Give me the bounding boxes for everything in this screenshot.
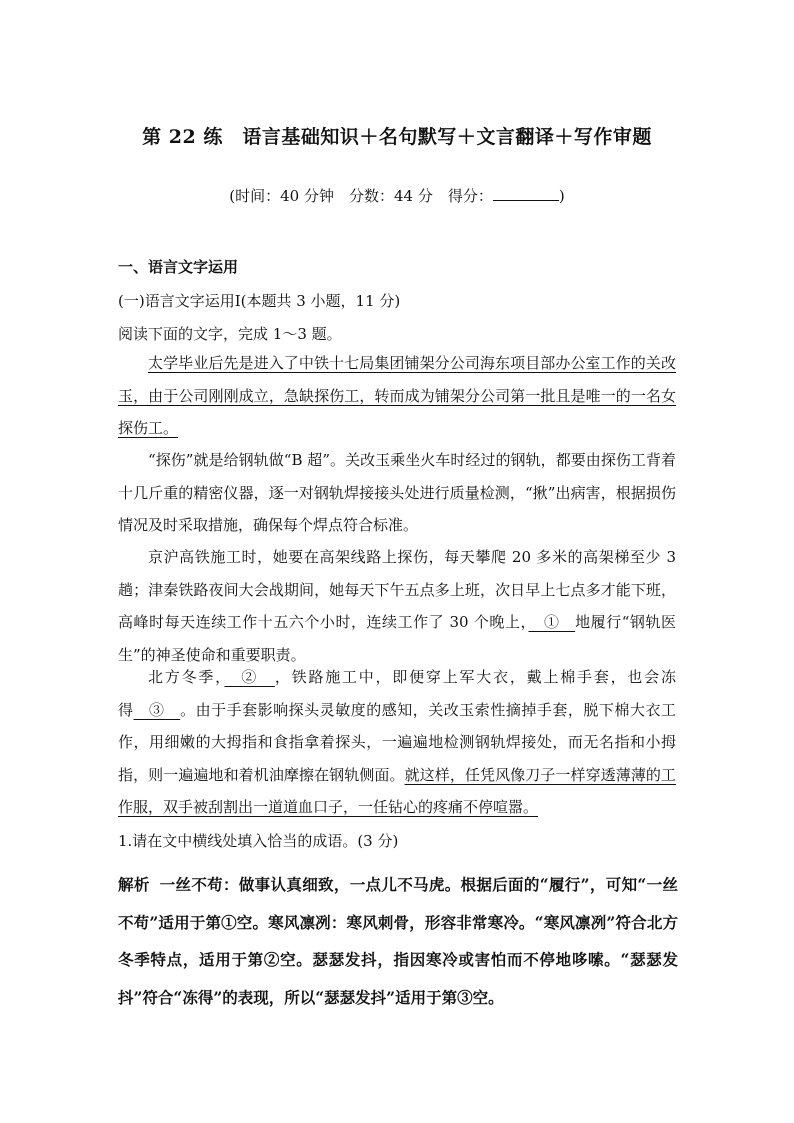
passage-paragraph-3 <box>118 541 676 671</box>
p4-text-b: ，铁路施工中，即便穿上军大衣，戴上棉手套，也会冻得 <box>118 668 676 719</box>
section-heading: 一、语言文字运用 <box>118 258 239 276</box>
score-blank <box>493 186 559 201</box>
fill-blank-3: ③ <box>133 700 181 719</box>
exam-info-close: ) <box>558 187 565 205</box>
reading-instruction: 阅读下面的文字，完成 1～3 题。 <box>118 325 342 343</box>
exam-info-text: (时间：40 分钟 分数：44 分 得分： <box>229 187 493 205</box>
fill-blank-1: ① <box>528 613 576 631</box>
p4-text-a: 北方冬季， <box>148 668 225 686</box>
p3-text-before: 京沪高铁施工时，她要在高架线路上探伤，每天攀爬 20 多米的高架梯至少 3 趟；津秦铁路夜间大会战期间，她每天下午五点多上班，次日早上七点多才能下班，高峰时每天连续工作十五六个小时，连续工作了 30 个晚上， <box>118 548 676 631</box>
exam-info <box>0 185 794 206</box>
p4-text-c: 。由于手套影响探头灵敏度的感知，关改玉索性摘掉手套，脱下棉大衣工作，用细嫩的大拇指和食指拿着探头，一遍遍地检测钢轨焊接处，而无名指和小拇指，则一遍遍地和着机油摩擦在钢轨侧面。 <box>118 700 676 784</box>
analysis-text: 一丝不苟：做事认真细致，一点儿不马虎。根据后面的“履行”，可知“一丝不苟”适用于第①空。寒风凛冽：寒风刺骨，形容非常寒冷。“寒风凛冽”符合北方冬季特点，适用于第②空。瑟瑟发抖，指因寒冷或害怕而不停地哆嗦。“瑟瑟发抖”符合“冻得”的表现，所以“瑟瑟发抖”适用于第③空。 <box>118 875 678 1007</box>
passage-paragraph-2: “探伤”就是给钢轨做“B 超”。关改玉乘坐火车时经过的钢轨，都要由探伤工背着十几斤重的精密仪器，逐一对钢轨焊接接头处进行质量检测，“揪”出病害，根据损伤情况及时采取措施，确保每个焊点符合标准。 <box>118 451 676 534</box>
passage-paragraph-4 <box>118 661 676 824</box>
underlined-sentence-1: 太学毕业后先是进入了中铁十七局集团铺架分公司海东项目部办公室工作的关改玉，由于公司刚刚成立，急缺探伤工，转而成为铺架分公司第一批且是唯一的一名女探伤工。 <box>118 354 676 437</box>
p3-text-after: 地履行“钢轨医生”的神圣使命和重要职责。 <box>118 613 676 664</box>
subsection-heading: (一)语言文字运用Ⅰ(本题共 3 小题，11 分) <box>118 292 401 310</box>
question-1: 1.请在文中横线处填入恰当的成语。(3 分) <box>118 832 399 850</box>
passage-paragraph-1 <box>118 347 676 445</box>
fill-blank-2: ② <box>224 668 275 686</box>
page-title: 第 22 练 语言基础知识＋名句默写＋文言翻译＋写作审题 <box>142 126 652 148</box>
answer-analysis <box>118 866 678 1016</box>
underlined-sentence-2: 就这样，任凭风像刀子一样穿透薄薄的工作服，双手被刮割出一道道血口子，一任钻心的疼痛不停喧嚣。 <box>118 765 676 816</box>
analysis-label: 解析 <box>118 875 150 894</box>
